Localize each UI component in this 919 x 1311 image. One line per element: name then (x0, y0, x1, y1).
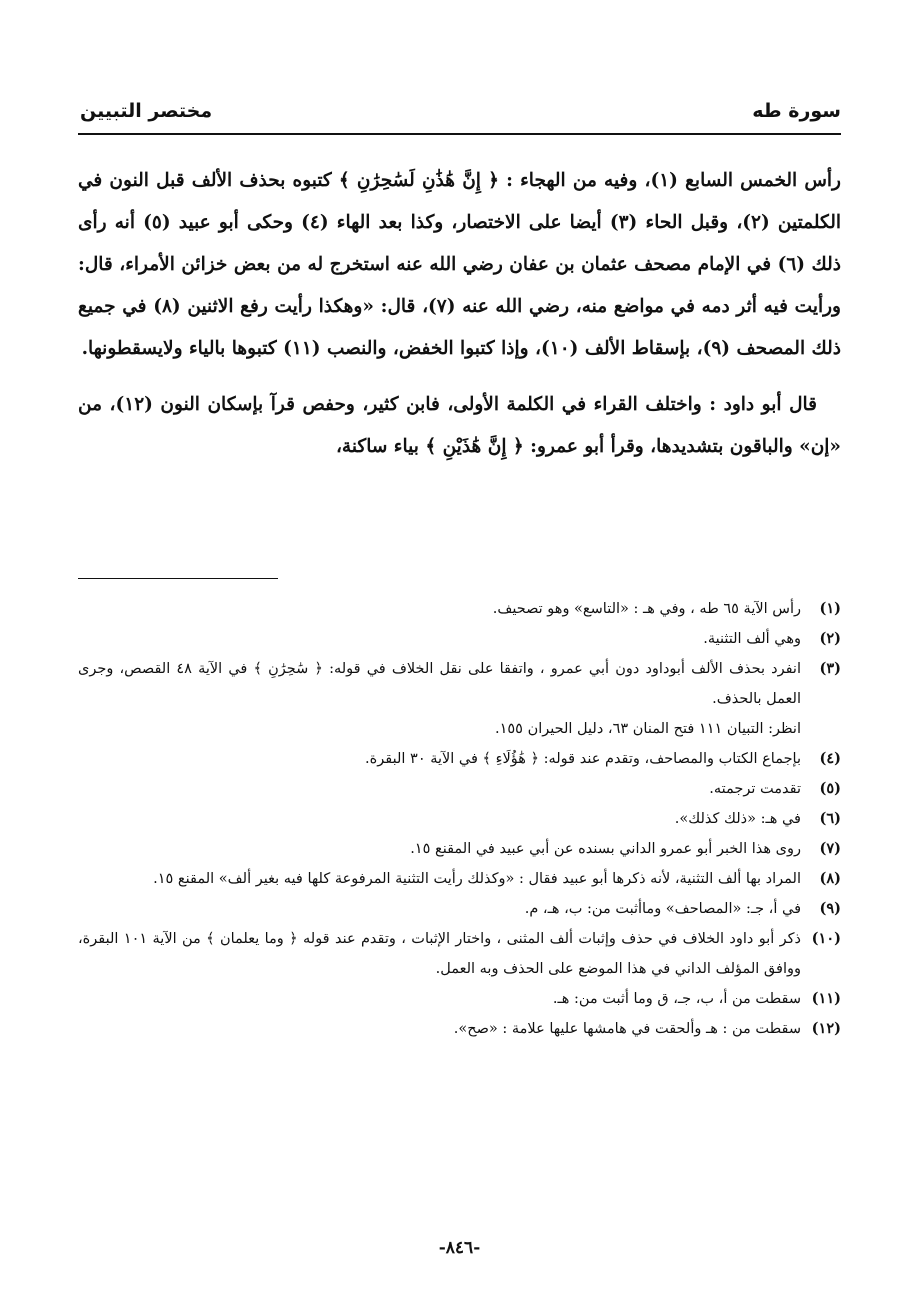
footnote-number: (٨) (819, 870, 841, 887)
footnote-text: انظر: التبيان ١١١ فتح المنان ٦٣، دليل الحيران ١٥٥. (494, 721, 801, 737)
footnote (78, 984, 841, 1014)
footnote (78, 804, 841, 834)
footnote-number: (١٢) (811, 1020, 841, 1037)
footnote-number: (١) (819, 600, 841, 617)
footnote-text: المراد بها ألف التثنية، لأنه ذكرها أبو عبيد فقال : «وكذلك رأيت التثنية المرفوعة كلها فيه بغير ألف» المقنع ١٥. (153, 871, 801, 887)
footnote (78, 924, 841, 984)
footnote-text: ذكر أبو داود الخلاف في حذف وإثبات ألف المثنى ، واختار الإثبات ، وتقدم عند قوله ﴿ وما يعلمان ﴾ من الآية ١٠١ البقرة، ووافق المؤلف الداني في هذا الموضع على الحذف وبه العمل. (78, 931, 801, 977)
main-paragraph: قال أبو داود : واختلف القراء في الكلمة الأولى، فابن كثير، وحفص قرآ بإسكان النون (١٢)، من «إن» والباقون بتشديدها، وقرأ أبو عمرو: ﴿ إِنَّ هَٰذَيْنِ ﴾ بياء ساكنة، (78, 394, 841, 457)
footnote-text: روى هذا الخبر أبو عمرو الداني بسنده عن أبي عبيد في المقنع ١٥. (410, 841, 801, 857)
footnote (78, 834, 841, 864)
footnote (78, 864, 841, 894)
footnotes (78, 594, 841, 1044)
footnote (78, 594, 841, 624)
footnote-number: (١٠) (811, 930, 841, 947)
main-text (78, 160, 841, 468)
footnote (78, 894, 841, 924)
footnote-number: (٤) (819, 750, 841, 767)
footnote-text: في أ، جـ: «المصاحف» وماأثبت من: ب، هـ، م. (524, 901, 801, 917)
footnote-number: (٦) (819, 810, 841, 827)
footnote-text: تقدمت ترجمته. (709, 781, 801, 797)
footnote-text: سقطت من أ، ب، جـ، ق وما أثبت من: هـ. (552, 991, 801, 1007)
footnote-number: (٧) (819, 840, 841, 857)
running-header-surah: سورة طه (752, 100, 841, 122)
footnote-number: (١١) (811, 990, 841, 1007)
footnote-text: بإجماع الكتاب والمصاحف، وتقدم عند قوله: ﴿ هَٰؤُلَاءِ ﴾ في الآية ٣٠ البقرة. (365, 751, 801, 767)
footnote-number: (٣) (819, 660, 841, 677)
footnote (78, 1014, 841, 1044)
footnote-number: (٩) (819, 900, 841, 917)
footnote (78, 774, 841, 804)
page-number: -٨٤٦- (438, 1238, 481, 1258)
footnote-text: انفرد بحذف الألف أبوداود دون أبي عمرو ، واتفقا على نقل الخلاف في قوله: ﴿ سَٰحِرَٰنِ ﴾ في الآية ٤٨ القصص، وجرى العمل بالحذف. (78, 661, 801, 707)
footnote-number: (٢) (819, 630, 841, 647)
footnote (78, 654, 841, 744)
header-rule (78, 133, 841, 135)
footnote-text: سقطت من : هـ وألحقت في هامشها عليها علامة : «صح». (453, 1021, 801, 1037)
footnote-separator (78, 578, 278, 579)
footnote-text: وهي ألف التثنية. (703, 631, 801, 647)
footnote-text: في هـ: «ذلك كذلك». (674, 811, 801, 827)
main-paragraph: رأس الخمس السابع (١)، وفيه من الهجاء : ﴿ إِنَّ هَٰذَٰنِ لَسَٰحِرَٰنِ ﴾ كتبوه بحذف الألف قبل النون في الكلمتين (٢)، وقبل الحاء (٣) أيضا على الاختصار، وكذا بعد الهاء (٤) وحكى أبو عبيد (٥) أنه رأى ذلك (٦) في الإمام مصحف عثمان بن عفان رضي الله عنه استخرج له من بعض خزائن الأمراء، قال: ورأيت فيه أثر دمه في مواضع منه، رضي الله عنه (٧)، قال: «وهكذا رأيت رفع الاثنين (٨) في جميع ذلك المصحف (٩)، بإسقاط الألف (١٠)، وإذا كتبوا الخفض، والنصب (١١) كتبوها بالياء ولايسقطونها. (78, 170, 841, 359)
footnote (78, 624, 841, 654)
running-header-book: مختصر التبيين (80, 100, 213, 122)
footnote (78, 744, 841, 774)
footnote-text: رأس الآية ٦٥ طه ، وفي هـ : «التاسع» وهو تصحيف. (492, 601, 801, 617)
footnote-number: (٥) (819, 780, 841, 797)
